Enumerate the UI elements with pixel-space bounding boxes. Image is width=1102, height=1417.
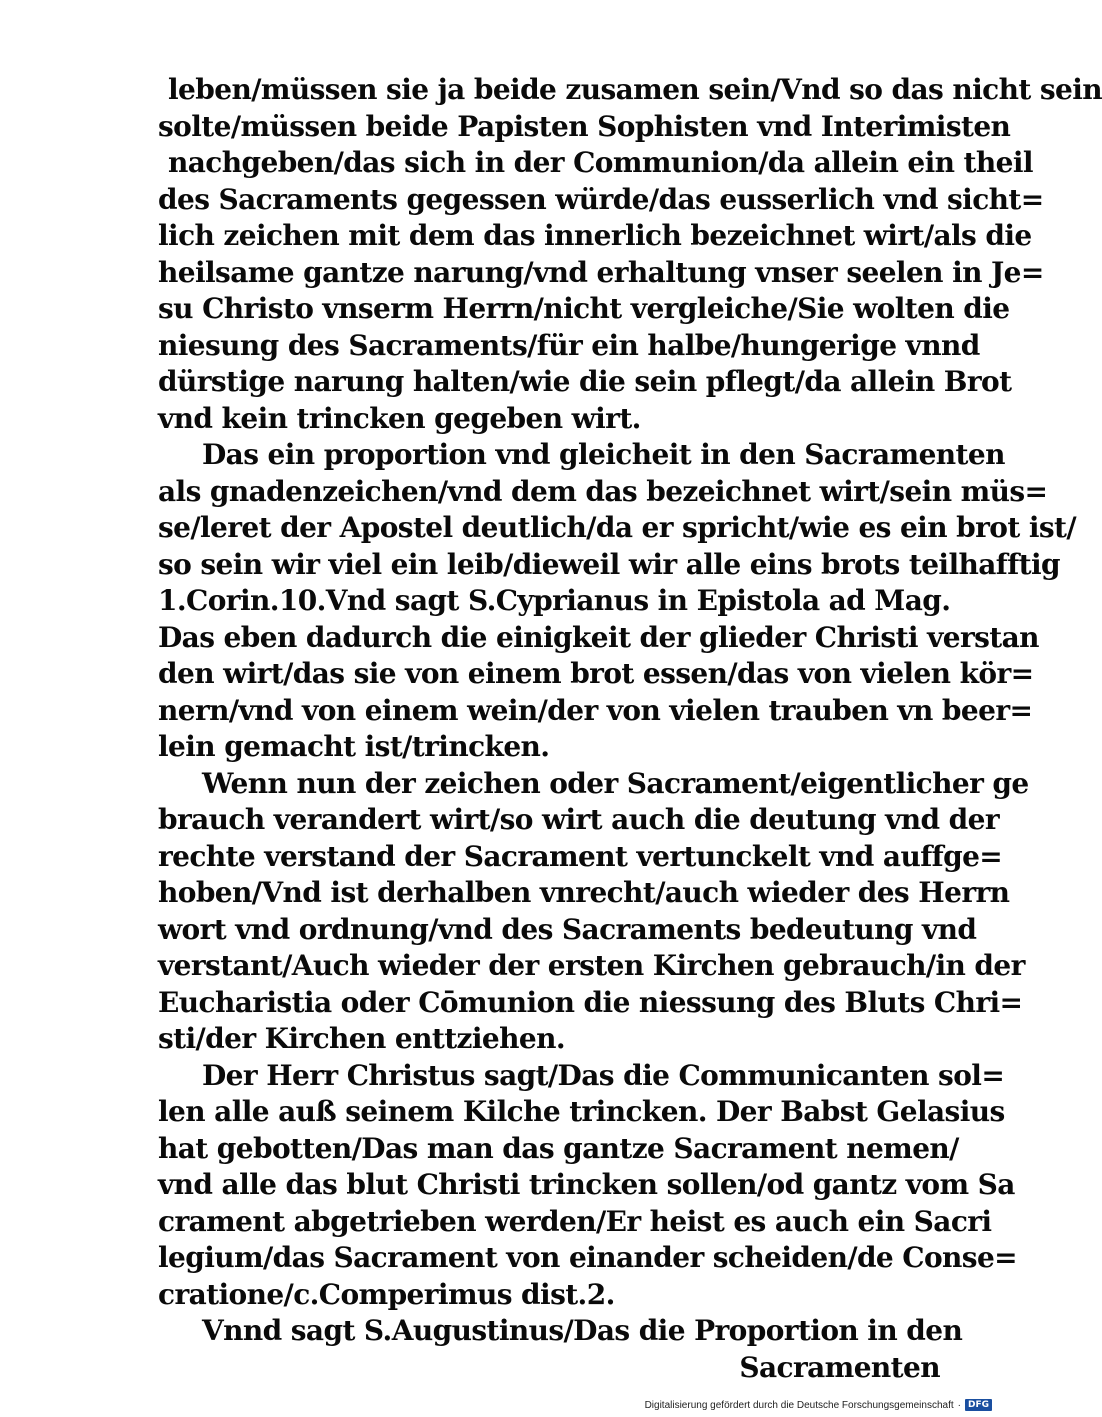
text-line: verstant/Auch wieder der ersten Kirchen gebrauch/in der xyxy=(158,949,1025,982)
dfg-logo-icon: DFG xyxy=(965,1399,992,1411)
text-line: Das eben dadurch die einigkeit der glieder Christi verstan xyxy=(158,620,1039,654)
separator-dot: · xyxy=(957,1399,961,1411)
text-line: nachgeben/das sich in der Communion/da allein ein theil xyxy=(168,146,1033,179)
text-line: hat gebotten/Das man das gantze Sacrament nemen/ xyxy=(158,1131,959,1165)
text-line: brauch verandert wirt/so wirt auch die deutung vnd der xyxy=(158,803,1000,836)
paragraph-start-line: Das ein proportion vnd gleicheit in den Sacramenten xyxy=(202,438,1005,471)
text-line: su Christo vnserm Herrn/nicht vergleiche/Sie wolten die xyxy=(158,292,1010,325)
text-line: vnd alle das blut Christi trincken sollen/od gantz vom Sa xyxy=(158,1168,1015,1201)
text-line: 1.Corin.10.Vnd sagt S.Cyprianus in Epistola ad Mag. xyxy=(158,584,951,617)
text-line: lich zeichen mit dem das innerlich bezeichnet wirt/als die xyxy=(158,219,1032,252)
text-line: crament abgetrieben werden/Er heist es auch ein Sacri xyxy=(158,1204,992,1238)
text-line: len alle auß seinem Kilche trincken. Der Babst Gelasius xyxy=(158,1095,1005,1128)
text-line: niesung des Sacraments/für ein halbe/hungerige vnnd xyxy=(158,328,980,362)
text-line: als gnadenzeichen/vnd dem das bezeichnet wirt/sein müs= xyxy=(158,474,1048,508)
text-line: wort vnd ordnung/vnd des Sacraments bedeutung vnd xyxy=(158,912,977,946)
text-line: se/leret der Apostel deutlich/da er spricht/wie es ein brot ist/ xyxy=(158,511,1076,544)
text-line: cratione/c.Comperimus dist.2. xyxy=(158,1277,615,1311)
text-line: hoben/Vnd ist derhalben vnrecht/auch wieder des Herrn xyxy=(158,876,1010,909)
text-line: nern/vnd von einem wein/der von vielen trauben vn beer= xyxy=(158,693,1033,727)
text-line: des Sacraments gegessen würde/das eusserlich vnd sicht= xyxy=(158,182,1044,216)
digitization-footer xyxy=(645,1399,992,1411)
text-line: den wirt/das sie von einem brot essen/das von vielen kör= xyxy=(158,657,1034,690)
text-line: leben/müssen sie ja beide zusamen sein/Vnd so das nicht sein xyxy=(168,73,1102,106)
text-line: Eucharistia oder Cōmunion die niessung des Bluts Chri= xyxy=(158,985,1023,1019)
paragraph-start-line: Wenn nun der zeichen oder Sacrament/eigentlicher ge xyxy=(202,766,1029,800)
text-line: rechte verstand der Sacrament vertunckelt vnd auffge= xyxy=(158,839,1003,873)
text-line: dürstige narung halten/wie die sein pflegt/da allein Brot xyxy=(158,365,1012,398)
paragraph-start-line: Der Herr Christus sagt/Das die Communicanten sol= xyxy=(202,1058,1005,1092)
text-line: heilsame gantze narung/vnd erhaltung vnser seelen in Je= xyxy=(158,255,1044,289)
text-line: legium/das Sacrament von einander scheiden/de Conse= xyxy=(158,1241,1018,1274)
text-line: lein gemacht ist/trincken. xyxy=(158,730,550,763)
text-line: vnd kein trincken gegeben wirt. xyxy=(158,401,641,435)
catchword: Sacramenten xyxy=(739,1350,940,1384)
text-line: sti/der Kirchen enttziehen. xyxy=(158,1022,565,1055)
footer-text: Digitalisierung gefördert durch die Deutsche Forschungsgemeinschaft xyxy=(644,1399,954,1411)
page-text-block xyxy=(158,72,1102,1386)
text-line: solte/müssen beide Papisten Sophisten vnd Interimisten xyxy=(158,109,1011,143)
paragraph-start-line: Vnnd sagt S.Augustinus/Das die Proportion in den xyxy=(202,1314,963,1347)
text-line: so sein wir viel ein leib/dieweil wir alle eins brots teilhafftig xyxy=(158,547,1061,581)
